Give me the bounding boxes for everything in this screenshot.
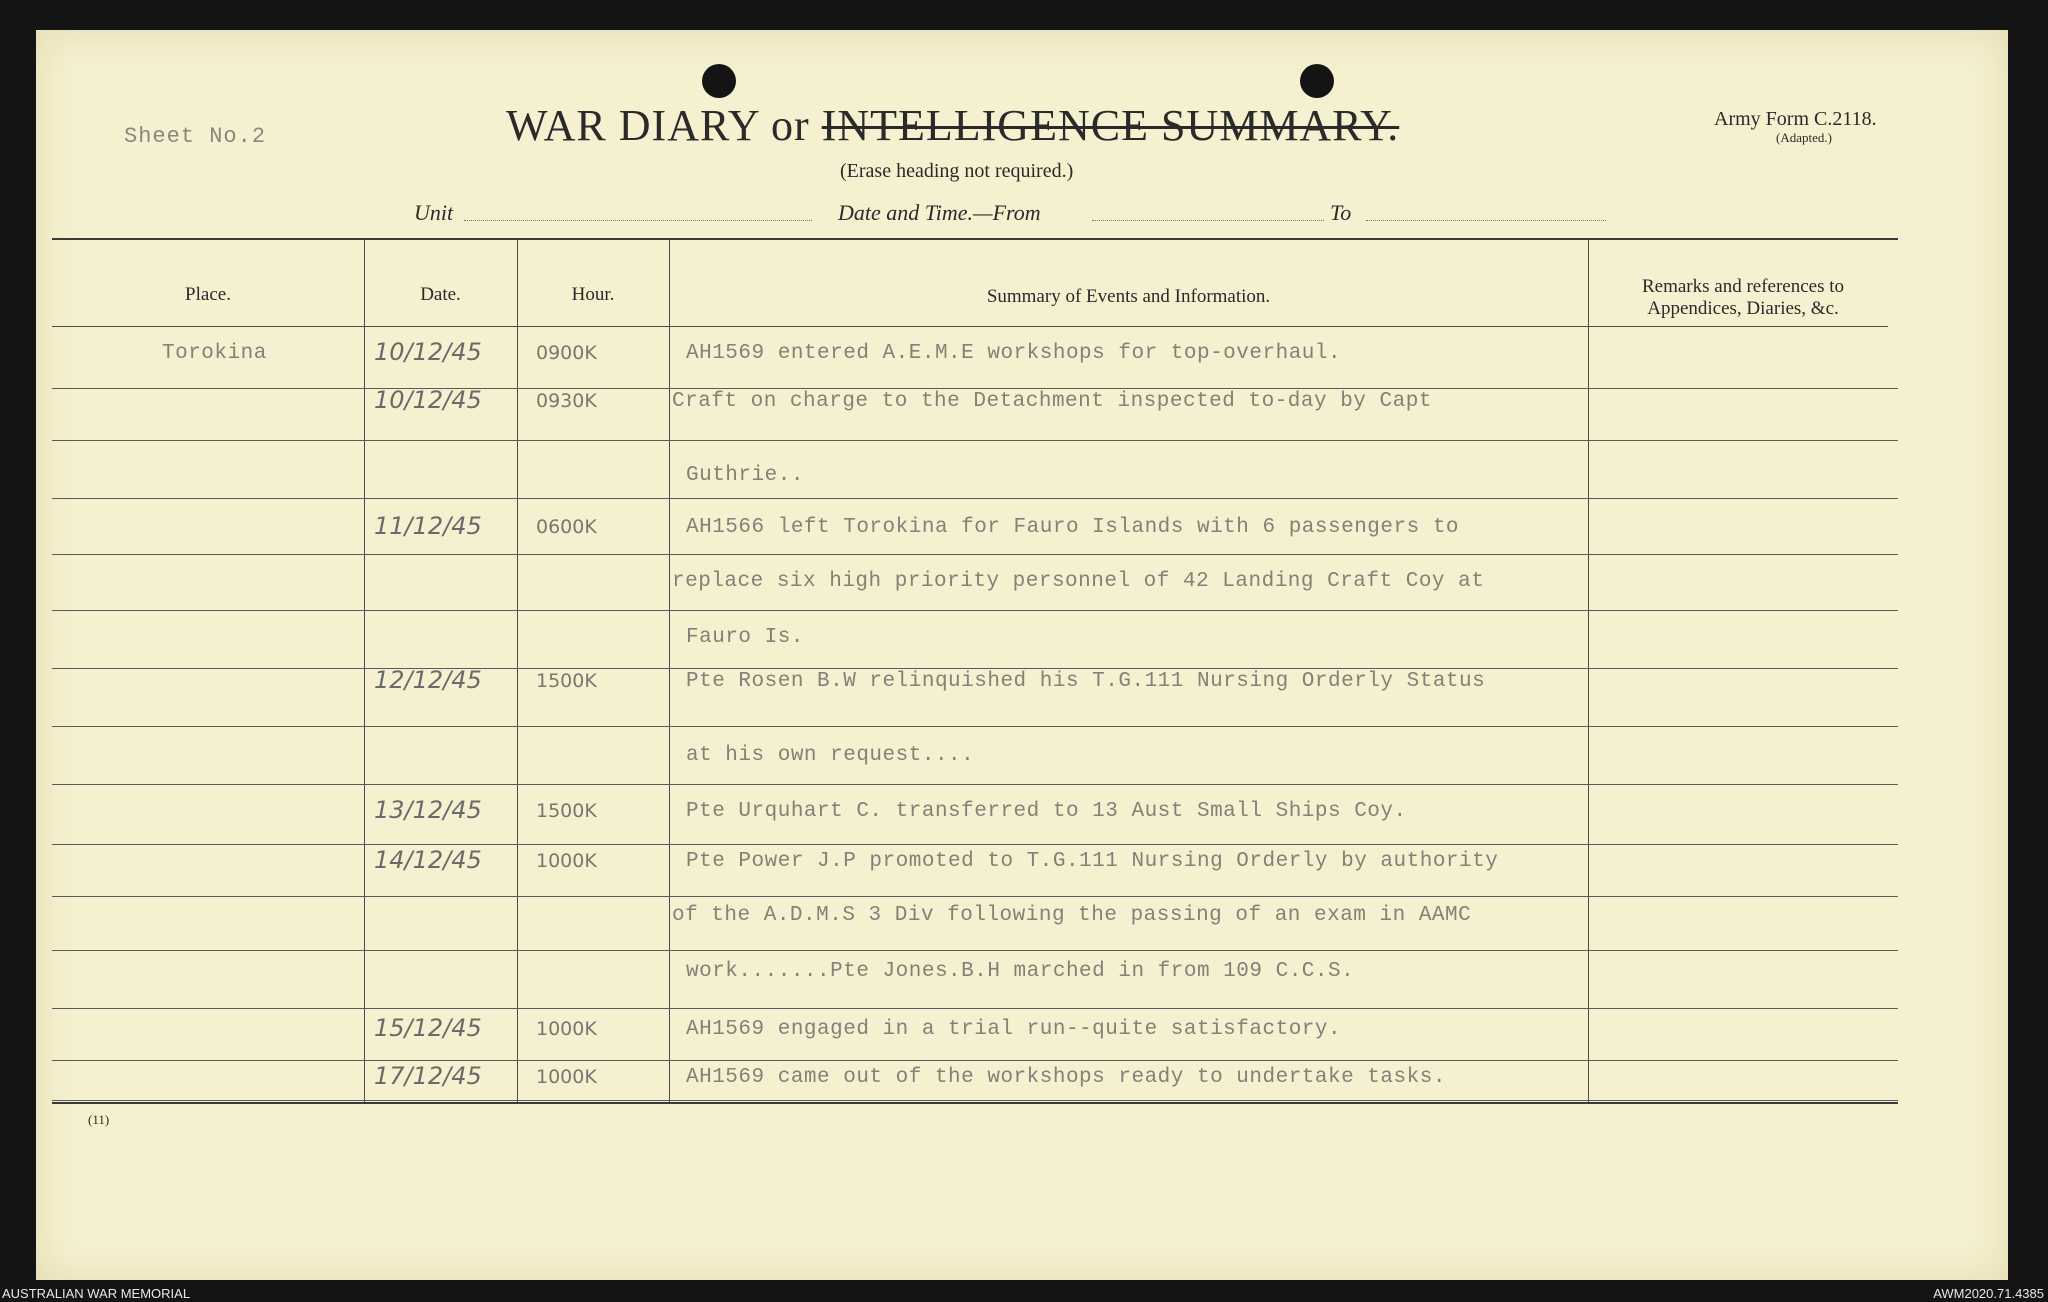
- header-rule: [1588, 326, 1888, 327]
- column-divider: [1588, 240, 1589, 1102]
- entry-summary-line: AH1569 came out of the workshops ready to undertake tasks.: [686, 1066, 1446, 1089]
- column-header-date: Date.: [420, 284, 461, 305]
- header-rule: [52, 326, 1588, 327]
- ruled-line: [52, 1100, 1898, 1101]
- form-reference: (11): [88, 1112, 110, 1127]
- ruled-line: [52, 668, 1898, 669]
- column-header-remarks: Remarks and references to Appendices, Diaries, &c.: [1641, 276, 1845, 319]
- ruled-line: [52, 950, 1898, 951]
- punch-hole: [1300, 64, 1334, 98]
- ruled-line: [52, 844, 1898, 845]
- entry-summary-line: Pte Urquhart C. transferred to 13 Aust Small Ships Coy.: [686, 800, 1407, 823]
- entry-hour: 1500K: [536, 800, 597, 822]
- ruled-line: [52, 1008, 1898, 1009]
- column-divider: [517, 240, 518, 1102]
- column-header-place: Place.: [185, 284, 231, 305]
- column-header-summary: Summary of Events and Information.: [986, 286, 1271, 307]
- column-divider: [669, 240, 670, 1102]
- entry-summary-line: Pte Power J.P promoted to T.G.111 Nursing Orderly by authority: [686, 850, 1499, 873]
- ruled-line: [52, 896, 1898, 897]
- entry-date: 15/12/45: [374, 1014, 482, 1042]
- entry-summary-line: AH1569 entered A.E.M.E workshops for top-overhaul.: [686, 342, 1342, 365]
- entry-date: 11/12/45: [374, 512, 482, 540]
- entry-hour: 0900K: [536, 342, 597, 364]
- ruled-line: [52, 388, 1898, 389]
- entry-hour: 1000K: [536, 850, 597, 872]
- entry-summary-line: Fauro Is.: [686, 626, 804, 649]
- date-from-field-line: [1092, 220, 1324, 221]
- entry-place: Torokina: [162, 342, 267, 365]
- entry-hour: 0600K: [536, 516, 597, 538]
- unit-field-line: [464, 220, 812, 221]
- archive-caption-left: AUSTRALIAN WAR MEMORIAL: [2, 1286, 191, 1301]
- entry-summary-line: at his own request....: [686, 744, 975, 767]
- entry-date: 13/12/45: [374, 796, 482, 824]
- army-form-number: Army Form C.2118.: [1714, 108, 1877, 130]
- title-struck: INTELLIGENCE SUMMARY.: [821, 101, 1400, 150]
- ruled-line: [52, 1060, 1898, 1061]
- date-to-field-line: [1366, 220, 1606, 221]
- ruled-line: [52, 726, 1898, 727]
- entry-date: 17/12/45: [374, 1062, 482, 1090]
- page-subtitle: (Erase heading not required.): [840, 160, 1074, 182]
- punch-hole: [702, 64, 736, 98]
- entry-hour: 0930K: [536, 390, 597, 412]
- entry-summary-line: Craft on charge to the Detachment inspected to-day by Capt: [672, 390, 1432, 413]
- archive-caption-right: AWM2020.71.4385: [1933, 1286, 2044, 1301]
- unit-label: Unit: [414, 200, 454, 225]
- entry-hour: 1000K: [536, 1018, 597, 1040]
- column-divider: [364, 240, 365, 1102]
- date-from-label: Date and Time.—From: [838, 200, 1041, 225]
- army-form-adapted: (Adapted.): [1776, 130, 1832, 145]
- title-main: WAR DIARY or: [506, 101, 822, 150]
- ruled-line: [52, 610, 1898, 611]
- entry-date: 10/12/45: [374, 338, 482, 366]
- column-header-hour: Hour.: [571, 284, 615, 305]
- ruled-line: [52, 498, 1898, 499]
- ruled-line: [52, 554, 1898, 555]
- entry-summary-line: Pte Rosen B.W relinquished his T.G.111 Nursing Orderly Status: [686, 670, 1486, 693]
- entry-hour: 1000K: [536, 1066, 597, 1088]
- entry-summary-line: of the A.D.M.S 3 Div following the passing of an exam in AAMC: [672, 904, 1472, 927]
- page-title: [506, 100, 1399, 151]
- entry-summary-line: AH1569 engaged in a trial run--quite satisfactory.: [686, 1018, 1342, 1041]
- ruled-line: [52, 440, 1898, 441]
- entry-summary-line: AH1566 left Torokina for Fauro Islands with 6 passengers to: [686, 516, 1460, 539]
- entry-summary-line: Guthrie..: [686, 464, 804, 487]
- entry-summary-line: replace six high priority personnel of 42 Landing Craft Coy at: [672, 570, 1485, 593]
- sheet-number: Sheet No.2: [124, 124, 267, 149]
- entry-date: 14/12/45: [374, 846, 482, 874]
- entry-summary-line: work.......Pte Jones.B.H marched in from 109 C.C.S.: [686, 960, 1355, 983]
- date-to-label: To: [1330, 200, 1352, 225]
- ruled-line: [52, 784, 1898, 785]
- entry-hour: 1500K: [536, 670, 597, 692]
- entry-date: 12/12/45: [374, 666, 482, 694]
- entry-date: 10/12/45: [374, 386, 482, 414]
- war-diary-table: [52, 238, 1898, 1104]
